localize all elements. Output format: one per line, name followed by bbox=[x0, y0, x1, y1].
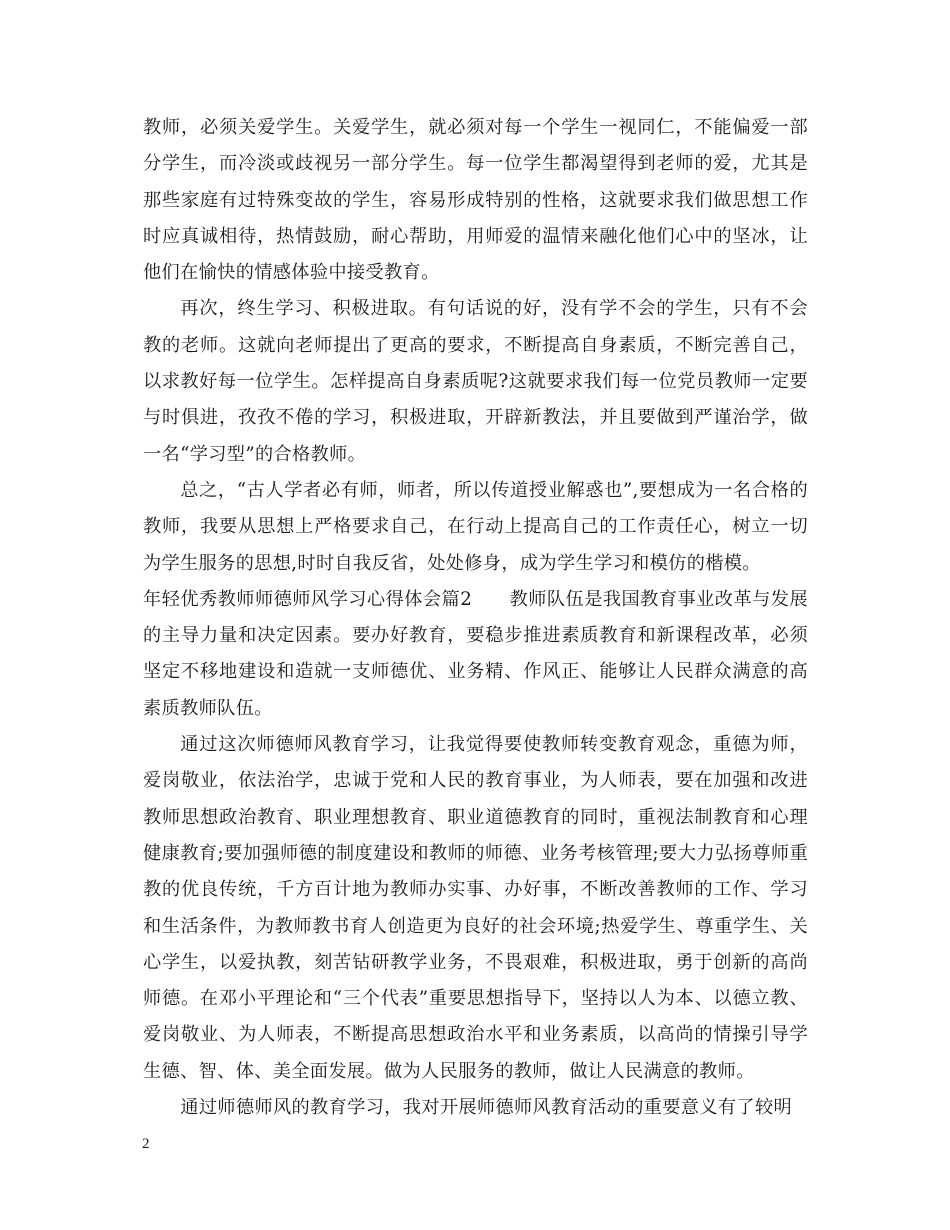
document-body bbox=[143, 110, 808, 1126]
paragraph: 通过这次师德师风教育学习，让我觉得要使教师转变教育观念，重德为师，爱岗敬业，依法治学，忠诚于党和人民的教育事业，为人师表，要在加强和改进教师思想政治教育、职业理想教育、职业道德教育的同时，重视法制教育和心理健康教育;要加强师德的制度建设和教师的师德、业务考核管理;要大力弘扬尊师重教的优良传统，千方百计地为教师办实事、办好事，不断改善教师的工作、学习和生活条件，为教师教书育人创造更为良好的社会环境;热爱学生、尊重学生、关心学生，以爱执教，刻苦钻研教学业务，不畏艰难，积极进取，勇于创新的高尚师德。在邓小平理论和“三个代表”重要思想指导下，坚持以人为本、以德立教、爱岗敬业、为人师表，不断提高思想政治水平和业务素质，以高尚的情操引导学生德、智、体、美全面发展。做为人民服务的教师，做让人民满意的教师。 bbox=[143, 734, 808, 1082]
paragraph: 再次，终生学习、积极进取。有句话说的好，没有学不会的学生，只有不会教的老师。这就向老师提出了更高的要求，不断提高自身素质，不断完善自己，以求教好每一位学生。怎样提高自身素质呢?这就要求我们每一位党员教师一定要与时俱进，孜孜不倦的学习，积极进取，开辟新教法，并且要做到严谨治学，做一名“学习型”的合格教师。 bbox=[143, 298, 808, 465]
section-heading-paragraph: 年轻优秀教师师德师风学习心得体会篇2 教师队伍是我国教育事业改革与发展的主导力量和决定因素。要办好教育，要稳步推进素质教育和新课程改革，必须坚定不移地建设和造就一支师德优、业务精、作风正、能够让人民群众满意的高素质教师队伍。 bbox=[143, 588, 808, 719]
paragraph: 通过师德师风的教育学习，我对开展师德师风教育活动的重要意义有了较明 bbox=[180, 1097, 793, 1119]
paragraph: 教师，必须关爱学生。关爱学生，就必须对每一个学生一视同仁，不能偏爱一部分学生，而冷淡或歧视另一部分学生。每一位学生都渴望得到老师的爱，尤其是那些家庭有过特殊变故的学生，容易形成特别的性格，这就要求我们做思想工作时应真诚相待，热情鼓励，耐心帮助，用师爱的温情来融化他们心中的坚冰，让他们在愉快的情感体验中接受教育。 bbox=[143, 117, 808, 284]
page-number: 2 bbox=[142, 1136, 150, 1152]
paragraph: 总之，“古人学者必有师，师者，所以传道授业解惑也”,要想成为一名合格的教师，我要从思想上严格要求自己，在行动上提高自己的工作责任心，树立一切为学生服务的思想,时时自我反省，处处修身，成为学生学习和模仿的楷模。 bbox=[143, 479, 808, 574]
